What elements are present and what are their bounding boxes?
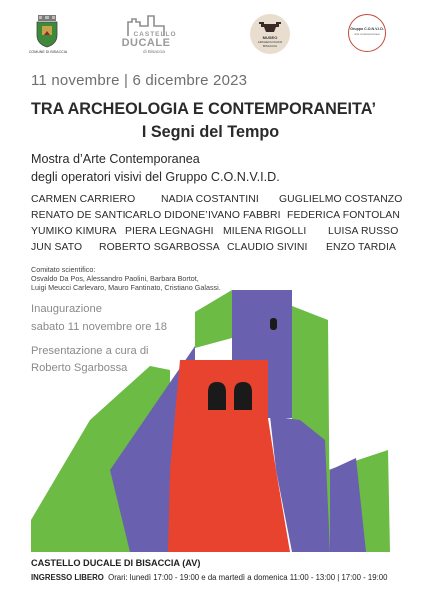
artist-name: GUGLIELMO COSTANZO: [279, 194, 403, 205]
castello-caption-1: CASTELLO: [133, 31, 177, 38]
castello-caption-3: di Bisaccia: [143, 49, 165, 54]
exhibition-description-1: Mostra d’Arte Contemporanea: [31, 152, 200, 166]
museo-caption-2: ARCHEOLOGICO: [257, 40, 283, 44]
museo-caption-3: BISACCIA: [262, 44, 277, 48]
artist-name: ENZO TARDIA: [326, 242, 396, 253]
exhibition-subtitle-title: I Segni del Tempo: [141, 123, 280, 141]
committee-label: Comitato scientifico:: [31, 265, 96, 274]
comune-caption: COMUNE DI BISACCIA: [28, 50, 68, 54]
tower-window-right: [234, 382, 252, 410]
tower-window-left: [208, 382, 226, 410]
inauguration-time: sabato 11 novembre ore 18: [31, 321, 167, 333]
artist-name: MILENA RIGOLLI: [223, 226, 307, 237]
artist-name: CARLO DIDONE’: [125, 210, 208, 221]
artist-name: YUMIKO KIMURA: [31, 226, 117, 237]
venue-name: CASTELLO DUCALE DI BISACCIA (AV): [31, 558, 201, 568]
exhibition-dates: 11 novembre | 6 dicembre 2023: [31, 72, 248, 89]
artist-name: JUN SATO: [31, 242, 83, 253]
exhibition-title: TRA ARCHEOLOGIA E CONTEMPORANEITA’: [31, 100, 377, 118]
artist-name: LUISA RUSSO: [328, 226, 399, 237]
artist-name: CARMEN CARRIERO: [31, 194, 136, 205]
free-entry-label: INGRESSO LIBERO: [31, 573, 104, 582]
artist-name: NADIA COSTANTINI: [161, 194, 259, 205]
opening-hours: [31, 573, 387, 582]
hours-schedule: Orari: lunedì 17:00 - 19:00 e da martedì a domenica 11:00 - 13:00 | 17:00 - 19:00: [108, 573, 388, 582]
museo-caption-1: MUSEO: [262, 35, 278, 40]
artist-name: FEDERICA FONTOLAN: [287, 210, 400, 221]
artist-name: CLAUDIO SIVINI: [227, 242, 308, 253]
convid-caption-1: Gruppo C.O.N.V.I.D.: [350, 27, 384, 31]
committee-members-2: Luigi Meucci Carlevaro, Mauro Fantinato, Cristiano Galassi.: [31, 283, 221, 292]
artist-name: RENATO DE SANTI: [31, 210, 126, 221]
presentation-curator: Roberto Sgarbossa: [31, 362, 128, 374]
tower-window-small: [270, 318, 277, 330]
artist-name: IVANO FABBRI: [208, 210, 281, 221]
committee-members-1: Osvaldo Da Pos, Alessandro Paolini, Barbara Bortot,: [31, 274, 199, 283]
convid-caption-2: arte contemporanea: [354, 32, 380, 36]
artist-name: PIERA LEGNAGHI: [125, 226, 214, 237]
castello-caption-2: DUCALE: [121, 37, 171, 49]
artist-name: ROBERTO SGARBOSSA: [99, 242, 220, 253]
presentation-label: Presentazione a cura di: [31, 345, 149, 357]
exhibition-description-2: degli operatori visivi del Gruppo C.O.N.V.I.D.: [31, 170, 280, 184]
green-wall-left: [195, 290, 232, 348]
inauguration-label: Inaugurazione: [31, 303, 102, 315]
